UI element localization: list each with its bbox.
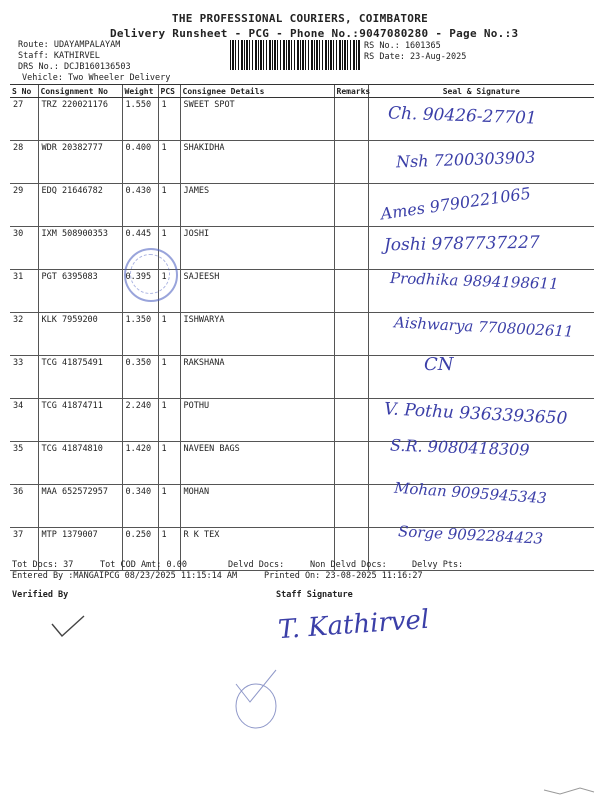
handwritten-signature: Mohan 9095945343 <box>393 478 548 508</box>
col-header-consignment: Consignment No <box>38 85 122 98</box>
cell-sno: 29 <box>10 184 38 227</box>
table-header-row <box>10 85 594 98</box>
corner-mark <box>540 780 598 798</box>
cell-remarks <box>334 399 368 442</box>
cell-pcs: 1 <box>158 356 180 399</box>
cell-consignment: TCG 41874711 <box>38 399 122 442</box>
handwritten-signature: CN <box>424 354 454 375</box>
cell-remarks <box>334 227 368 270</box>
runsheet-subtitle: Delivery Runsheet - PCG - Phone No.:9047080280 - Page No.:3 <box>110 27 519 40</box>
cell-pcs: 1 <box>158 399 180 442</box>
cell-remarks <box>334 313 368 356</box>
staff-text: Staff: KATHIRVEL <box>18 51 100 61</box>
cell-weight: 0.400 <box>122 141 158 184</box>
cell-remarks <box>334 98 368 141</box>
cell-remarks <box>334 184 368 227</box>
cell-consignee: MOHAN <box>180 485 334 528</box>
cell-weight: 2.240 <box>122 399 158 442</box>
faint-scribble-mark <box>228 662 284 732</box>
cell-weight: 1.550 <box>122 98 158 141</box>
cell-consignment: PGT 6395083 <box>38 270 122 313</box>
col-header-weight: Weight <box>122 85 158 98</box>
cell-sno: 28 <box>10 141 38 184</box>
cell-consignee: SWEET SPOT <box>180 98 334 141</box>
cell-remarks <box>334 356 368 399</box>
cell-consignee: SAJEESH <box>180 270 334 313</box>
cell-remarks <box>334 270 368 313</box>
col-header-remarks: Remarks <box>334 85 368 98</box>
handwritten-signature: Nsh 7200303903 <box>395 147 536 172</box>
cell-sno: 36 <box>10 485 38 528</box>
cell-pcs: 1 <box>158 98 180 141</box>
cell-consignee: ISHWARYA <box>180 313 334 356</box>
rs-date: RS Date: 23-Aug-2025 <box>364 52 467 62</box>
handwritten-signature: Prodhika 9894198611 <box>389 269 559 293</box>
cell-sno: 35 <box>10 442 38 485</box>
non-delivered-docs: Non Delvd Docs: <box>310 560 387 570</box>
cell-remarks <box>334 141 368 184</box>
stamp-seal-inner <box>130 254 170 294</box>
cell-consignee: RAKSHANA <box>180 356 334 399</box>
cell-sno: 27 <box>10 98 38 141</box>
cell-pcs: 1 <box>158 442 180 485</box>
cell-consignee: R K TEX <box>180 528 334 571</box>
cell-consignment: WDR 20382777 <box>38 141 122 184</box>
verified-by-label: Verified By <box>12 590 69 600</box>
route-text: Route: UDAYAMPALAYAM <box>18 40 121 50</box>
cell-remarks <box>334 442 368 485</box>
cell-consignee: SHAKIDHA <box>180 141 334 184</box>
cell-consignee: JOSHI <box>180 227 334 270</box>
handwritten-signature: Sorge 9092284423 <box>397 522 544 548</box>
cell-weight: 1.350 <box>122 313 158 356</box>
cell-consignment: TCG 41875491 <box>38 356 122 399</box>
printed-on: Printed On: 23-08-2025 11:16:27 <box>264 571 423 581</box>
cell-pcs: 1 <box>158 141 180 184</box>
cell-consignment: TCG 41874810 <box>38 442 122 485</box>
handwritten-signature: S.R. 9080418309 <box>389 435 530 460</box>
cell-sno: 30 <box>10 227 38 270</box>
handwritten-signature: Joshi 9787737227 <box>383 232 540 256</box>
cell-pcs: 1 <box>158 227 180 270</box>
drs-number: DRS No.: DCJB160136503 <box>18 62 131 72</box>
cell-consignee: POTHU <box>180 399 334 442</box>
col-header-signature: Seal & Signature <box>368 85 594 98</box>
cell-weight: 0.445 <box>122 227 158 270</box>
handwritten-signature: Aishwarya 7708002611 <box>393 313 574 341</box>
staff-handwritten-signature: T. Kathirvel <box>277 604 431 646</box>
cell-pcs: 1 <box>158 485 180 528</box>
cell-consignee: NAVEEN BAGS <box>180 442 334 485</box>
cell-weight: 0.395 <box>122 270 158 313</box>
cell-consignment: EDQ 21646782 <box>38 184 122 227</box>
cell-sno: 34 <box>10 399 38 442</box>
rs-number: RS No.: 1601365 <box>364 41 441 51</box>
cell-consignee: JAMES <box>180 184 334 227</box>
delivered-docs: Delvd Docs: <box>228 560 285 570</box>
cell-remarks <box>334 485 368 528</box>
cell-pcs: 1 <box>158 270 180 313</box>
handwritten-signature: Ames 9790221065 <box>379 183 532 224</box>
col-header-pcs: PCS <box>158 85 180 98</box>
cell-pcs: 1 <box>158 184 180 227</box>
cell-weight: 0.340 <box>122 485 158 528</box>
delivery-points: Delvy Pts: <box>412 560 464 570</box>
cell-weight: 0.350 <box>122 356 158 399</box>
total-cod-amount: Tot COD Amt: 0.00 <box>100 560 187 570</box>
company-title: THE PROFESSIONAL COURIERS, COIMBATORE <box>171 12 429 25</box>
cell-signature <box>368 356 594 399</box>
cell-weight: 0.250 <box>122 528 158 571</box>
handwritten-signature: V. Pothu 9363393650 <box>383 399 568 429</box>
verified-tick-mark <box>48 612 88 642</box>
entered-by: Entered By :MANGAIPCG 08/23/2025 11:15:14 AM <box>12 571 238 581</box>
cell-weight: 0.430 <box>122 184 158 227</box>
cell-consignment: MTP 1379007 <box>38 528 122 571</box>
col-header-consignee: Consignee Details <box>180 85 334 98</box>
total-docs: Tot Docs: 37 <box>12 560 74 570</box>
table-row <box>10 356 594 399</box>
cell-weight: 1.420 <box>122 442 158 485</box>
cell-consignment: MAA 652572957 <box>38 485 122 528</box>
cell-sno: 31 <box>10 270 38 313</box>
cell-pcs: 1 <box>158 313 180 356</box>
cell-pcs: 1 <box>158 528 180 571</box>
col-header-sno: S No <box>10 85 38 98</box>
cell-sno: 33 <box>10 356 38 399</box>
cell-sno: 37 <box>10 528 38 571</box>
cell-consignment: IXM 508900353 <box>38 227 122 270</box>
handwritten-signature: Ch. 90426-27701 <box>387 103 537 129</box>
barcode <box>230 40 360 70</box>
cell-consignment: KLK 7959200 <box>38 313 122 356</box>
cell-sno: 32 <box>10 313 38 356</box>
cell-consignment: TRZ 220021176 <box>38 98 122 141</box>
vehicle-text: Vehicle: Two Wheeler Delivery <box>22 73 171 83</box>
staff-signature-label: Staff Signature <box>276 590 353 600</box>
